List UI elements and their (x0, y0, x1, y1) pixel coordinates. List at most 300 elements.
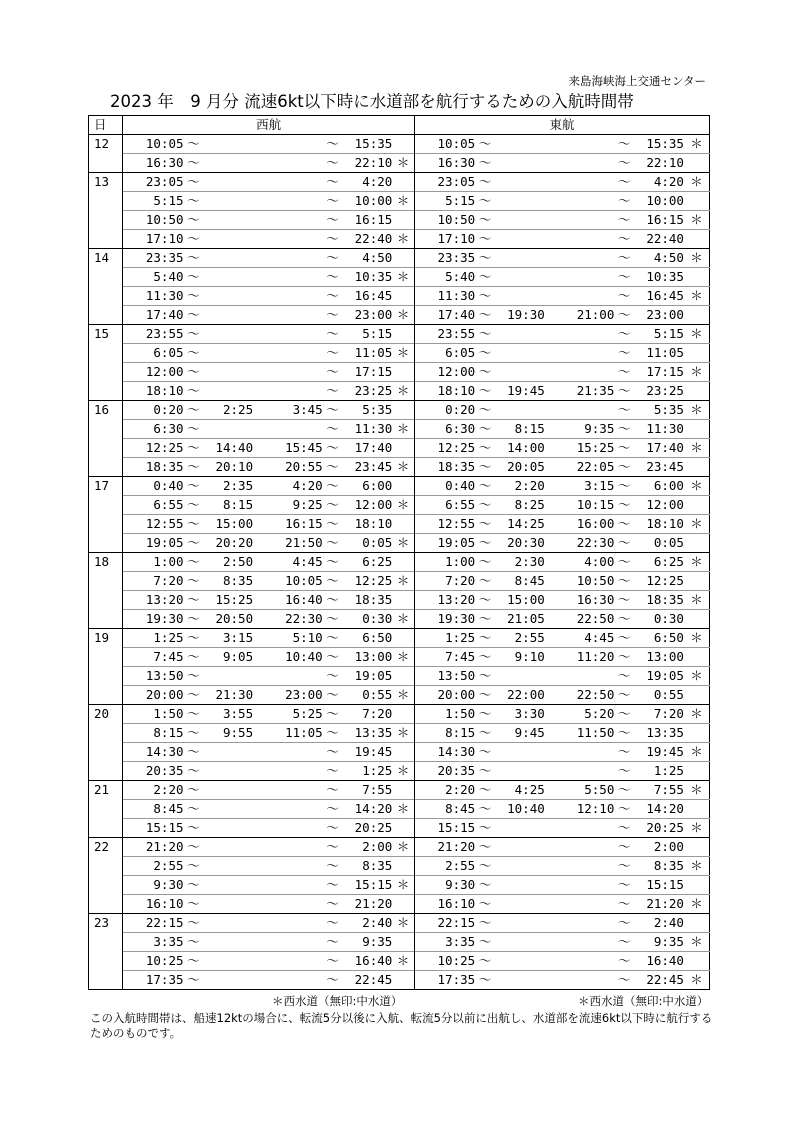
tilde: 〜 (614, 230, 634, 249)
tilde: 〜 (614, 705, 634, 724)
tilde: 〜 (614, 800, 634, 819)
start-time: 2:20 (414, 781, 475, 800)
tilde: 〜 (323, 135, 343, 154)
gap (253, 439, 273, 458)
west-channel-mark: ＊ (684, 325, 710, 344)
west-channel-mark (392, 363, 414, 382)
day-cell (89, 192, 123, 211)
end-time: 10:35 (343, 268, 393, 287)
tilde: 〜 (323, 800, 343, 819)
tilde: 〜 (475, 572, 495, 591)
window-end-time: 15:25 (203, 591, 253, 610)
tilde: 〜 (614, 382, 634, 401)
window-end-time (495, 952, 545, 971)
window-end-time: 20:50 (203, 610, 253, 629)
window-start-time: 9:25 (273, 496, 323, 515)
table-row (89, 192, 710, 211)
tilde: 〜 (475, 686, 495, 705)
start-time: 15:15 (123, 819, 184, 838)
window-end-time (203, 249, 253, 268)
gap (253, 648, 273, 667)
west-channel-mark (392, 553, 414, 572)
start-time: 3:35 (123, 933, 184, 952)
table-row (89, 211, 710, 230)
day-cell (89, 306, 123, 325)
window-start-time: 21:00 (565, 306, 615, 325)
window-start-time: 15:45 (273, 439, 323, 458)
window-start-time (273, 876, 323, 895)
end-time: 2:00 (634, 838, 684, 857)
tilde: 〜 (184, 933, 204, 952)
tilde: 〜 (184, 610, 204, 629)
start-time: 13:20 (123, 591, 184, 610)
end-time: 19:05 (343, 667, 393, 686)
window-end-time: 2:25 (203, 401, 253, 420)
end-time: 21:20 (343, 895, 393, 914)
west-channel-mark: ＊ (392, 610, 414, 629)
gap (545, 629, 565, 648)
west-channel-mark: ＊ (684, 515, 710, 534)
window-end-time (203, 819, 253, 838)
start-time: 12:00 (123, 363, 184, 382)
gap (545, 420, 565, 439)
tilde: 〜 (323, 629, 343, 648)
gap (545, 154, 565, 173)
west-channel-mark: ＊ (684, 895, 710, 914)
tilde: 〜 (475, 895, 495, 914)
table-row (89, 135, 710, 154)
west-channel-mark: ＊ (392, 838, 414, 857)
window-start-time (273, 762, 323, 781)
window-start-time (273, 781, 323, 800)
west-channel-mark (392, 857, 414, 876)
tilde: 〜 (184, 135, 204, 154)
window-end-time (495, 401, 545, 420)
west-channel-mark (684, 876, 710, 895)
start-time: 23:35 (123, 249, 184, 268)
window-end-time (203, 895, 253, 914)
end-time: 14:20 (634, 800, 684, 819)
gap (545, 515, 565, 534)
window-end-time (203, 914, 253, 933)
west-channel-mark (684, 268, 710, 287)
start-time: 0:20 (414, 401, 475, 420)
end-time: 13:00 (343, 648, 393, 667)
window-start-time (273, 135, 323, 154)
gap (253, 154, 273, 173)
day-cell: 18 (89, 553, 123, 572)
gap (253, 515, 273, 534)
tilde: 〜 (184, 344, 204, 363)
gap (545, 895, 565, 914)
table-row (89, 971, 710, 990)
day-cell: 12 (89, 135, 123, 154)
tilde: 〜 (184, 838, 204, 857)
tilde: 〜 (323, 306, 343, 325)
tilde: 〜 (614, 667, 634, 686)
west-channel-mark (392, 477, 414, 496)
end-time: 17:15 (634, 363, 684, 382)
west-channel-mark (684, 344, 710, 363)
day-cell (89, 458, 123, 477)
window-end-time (203, 800, 253, 819)
window-end-time (495, 762, 545, 781)
start-time: 17:35 (123, 971, 184, 990)
day-cell (89, 515, 123, 534)
west-channel-mark (684, 952, 710, 971)
end-time: 15:35 (634, 135, 684, 154)
end-time: 23:25 (343, 382, 393, 401)
gap (253, 591, 273, 610)
west-channel-mark (684, 534, 710, 553)
window-start-time: 4:45 (565, 629, 615, 648)
window-end-time (203, 192, 253, 211)
tilde: 〜 (614, 287, 634, 306)
end-time: 4:20 (343, 173, 393, 192)
tilde: 〜 (614, 477, 634, 496)
tilde: 〜 (184, 743, 204, 762)
table-row (89, 914, 710, 933)
window-end-time (203, 781, 253, 800)
window-end-time (203, 420, 253, 439)
end-time: 7:20 (343, 705, 393, 724)
start-time: 22:15 (414, 914, 475, 933)
end-time: 18:10 (343, 515, 393, 534)
window-start-time: 22:30 (565, 534, 615, 553)
gap (253, 876, 273, 895)
tilde: 〜 (475, 971, 495, 990)
window-end-time: 2:30 (495, 553, 545, 572)
window-start-time: 11:50 (565, 724, 615, 743)
tilde: 〜 (323, 211, 343, 230)
window-start-time (273, 743, 323, 762)
start-time: 7:20 (123, 572, 184, 591)
tilde: 〜 (323, 477, 343, 496)
organization-name: 来島海峡海上交通センター (568, 74, 706, 88)
window-end-time (203, 306, 253, 325)
tilde: 〜 (184, 287, 204, 306)
end-time: 18:35 (343, 591, 393, 610)
end-time: 10:00 (634, 192, 684, 211)
tilde: 〜 (475, 591, 495, 610)
window-end-time (495, 230, 545, 249)
window-end-time: 10:40 (495, 800, 545, 819)
day-cell: 23 (89, 914, 123, 933)
end-time: 11:30 (634, 420, 684, 439)
end-time: 5:15 (343, 325, 393, 344)
table-row (89, 667, 710, 686)
west-channel-mark: ＊ (684, 135, 710, 154)
table-row (89, 876, 710, 895)
gap (253, 401, 273, 420)
tilde: 〜 (614, 401, 634, 420)
day-cell (89, 819, 123, 838)
start-time: 23:35 (414, 249, 475, 268)
tilde: 〜 (475, 420, 495, 439)
tilde: 〜 (323, 952, 343, 971)
day-cell (89, 344, 123, 363)
window-end-time: 3:30 (495, 705, 545, 724)
day-cell (89, 876, 123, 895)
end-time: 17:15 (343, 363, 393, 382)
gap (253, 629, 273, 648)
window-start-time: 4:45 (273, 553, 323, 572)
tilde: 〜 (184, 515, 204, 534)
west-channel-mark: ＊ (684, 857, 710, 876)
end-time: 17:40 (634, 439, 684, 458)
tilde: 〜 (184, 154, 204, 173)
gap (545, 762, 565, 781)
gap (545, 249, 565, 268)
start-time: 8:15 (414, 724, 475, 743)
window-end-time (203, 762, 253, 781)
tilde: 〜 (614, 819, 634, 838)
window-end-time (203, 667, 253, 686)
day-cell (89, 895, 123, 914)
tilde: 〜 (614, 306, 634, 325)
window-end-time (495, 667, 545, 686)
gap (253, 686, 273, 705)
tilde: 〜 (614, 591, 634, 610)
tilde: 〜 (184, 211, 204, 230)
window-end-time: 3:55 (203, 705, 253, 724)
start-time: 10:50 (123, 211, 184, 230)
table-row (89, 762, 710, 781)
day-cell (89, 382, 123, 401)
day-cell (89, 762, 123, 781)
end-time: 23:00 (634, 306, 684, 325)
gap (253, 420, 273, 439)
gap (253, 553, 273, 572)
tilde: 〜 (475, 325, 495, 344)
table-row (89, 648, 710, 667)
end-time: 2:00 (343, 838, 393, 857)
start-time: 10:25 (414, 952, 475, 971)
west-channel-mark (684, 724, 710, 743)
west-channel-mark (392, 135, 414, 154)
start-time: 10:50 (414, 211, 475, 230)
west-channel-mark (392, 515, 414, 534)
table-row (89, 306, 710, 325)
end-time: 13:35 (343, 724, 393, 743)
end-time: 22:40 (343, 230, 393, 249)
end-time: 9:35 (343, 933, 393, 952)
window-start-time: 4:00 (565, 553, 615, 572)
tilde: 〜 (475, 876, 495, 895)
window-end-time (495, 211, 545, 230)
end-time: 12:25 (343, 572, 393, 591)
west-channel-mark (392, 325, 414, 344)
tilde: 〜 (614, 515, 634, 534)
window-start-time: 22:05 (565, 458, 615, 477)
start-time: 9:30 (414, 876, 475, 895)
window-end-time (495, 838, 545, 857)
end-time: 10:35 (634, 268, 684, 287)
west-channel-mark (684, 458, 710, 477)
gap (253, 724, 273, 743)
gap (253, 781, 273, 800)
window-start-time: 5:50 (565, 781, 615, 800)
tilde: 〜 (323, 515, 343, 534)
gap (545, 819, 565, 838)
gap (545, 211, 565, 230)
gap (253, 496, 273, 515)
window-end-time: 8:15 (203, 496, 253, 515)
tilde: 〜 (323, 572, 343, 591)
window-start-time (273, 363, 323, 382)
tilde: 〜 (184, 249, 204, 268)
window-start-time: 15:25 (565, 439, 615, 458)
window-end-time: 22:00 (495, 686, 545, 705)
tilde: 〜 (614, 496, 634, 515)
tilde: 〜 (614, 572, 634, 591)
window-start-time (273, 268, 323, 287)
tilde: 〜 (475, 819, 495, 838)
start-time: 5:40 (414, 268, 475, 287)
tilde: 〜 (475, 154, 495, 173)
tilde: 〜 (614, 420, 634, 439)
west-channel-mark (392, 629, 414, 648)
start-time: 1:25 (414, 629, 475, 648)
start-time: 7:20 (414, 572, 475, 591)
window-end-time (203, 743, 253, 762)
window-start-time: 16:40 (273, 591, 323, 610)
gap (253, 287, 273, 306)
west-channel-mark (684, 800, 710, 819)
tilde: 〜 (475, 230, 495, 249)
end-time: 2:40 (634, 914, 684, 933)
window-start-time (565, 401, 615, 420)
table-row (89, 781, 710, 800)
gap (545, 287, 565, 306)
west-channel-mark (392, 249, 414, 268)
start-time: 2:55 (414, 857, 475, 876)
west-channel-mark: ＊ (392, 534, 414, 553)
tilde: 〜 (475, 287, 495, 306)
west-channel-mark (392, 933, 414, 952)
end-time: 6:25 (634, 553, 684, 572)
tilde: 〜 (475, 458, 495, 477)
gap (253, 895, 273, 914)
schedule-table (88, 115, 710, 990)
start-time: 15:15 (414, 819, 475, 838)
end-time: 20:25 (634, 819, 684, 838)
gap (253, 306, 273, 325)
window-start-time (565, 819, 615, 838)
window-end-time: 19:30 (495, 306, 545, 325)
tilde: 〜 (323, 458, 343, 477)
window-start-time (273, 382, 323, 401)
end-time: 0:30 (343, 610, 393, 629)
tilde: 〜 (184, 363, 204, 382)
tilde: 〜 (475, 249, 495, 268)
tilde: 〜 (323, 857, 343, 876)
end-time: 19:45 (343, 743, 393, 762)
end-time: 16:40 (634, 952, 684, 971)
gap (253, 249, 273, 268)
start-time: 6:05 (123, 344, 184, 363)
window-end-time (203, 135, 253, 154)
tilde: 〜 (323, 895, 343, 914)
west-channel-mark: ＊ (684, 173, 710, 192)
tilde: 〜 (475, 800, 495, 819)
end-time: 16:45 (343, 287, 393, 306)
tilde: 〜 (184, 952, 204, 971)
window-start-time: 22:30 (273, 610, 323, 629)
day-cell (89, 287, 123, 306)
window-end-time (495, 933, 545, 952)
west-channel-mark: ＊ (684, 743, 710, 762)
end-time: 11:05 (343, 344, 393, 363)
start-time: 5:40 (123, 268, 184, 287)
window-start-time: 11:20 (565, 648, 615, 667)
window-start-time (565, 287, 615, 306)
tilde: 〜 (323, 401, 343, 420)
start-time: 6:55 (414, 496, 475, 515)
tilde: 〜 (184, 382, 204, 401)
start-time: 1:50 (414, 705, 475, 724)
tilde: 〜 (614, 971, 634, 990)
table-row (89, 553, 710, 572)
footer-note: この入航時間帯は、船速12ktの場合に、転流5分以後に入航、転流5分以前に出航し、水道部を流速6kt以下時に航行するためのものです。 (90, 1011, 713, 1040)
end-time: 0:05 (634, 534, 684, 553)
end-time: 23:00 (343, 306, 393, 325)
day-cell: 17 (89, 477, 123, 496)
start-time: 0:20 (123, 401, 184, 420)
tilde: 〜 (475, 914, 495, 933)
table-row (89, 857, 710, 876)
end-time: 23:45 (634, 458, 684, 477)
day-cell (89, 496, 123, 515)
gap (253, 211, 273, 230)
end-time: 10:00 (343, 192, 393, 211)
end-time: 6:50 (634, 629, 684, 648)
window-end-time: 8:25 (495, 496, 545, 515)
gap (545, 838, 565, 857)
tilde: 〜 (323, 819, 343, 838)
tilde: 〜 (184, 458, 204, 477)
table-row (89, 249, 710, 268)
tilde: 〜 (614, 458, 634, 477)
tilde: 〜 (614, 173, 634, 192)
tilde: 〜 (323, 553, 343, 572)
window-end-time (203, 838, 253, 857)
tilde: 〜 (614, 686, 634, 705)
window-end-time (495, 895, 545, 914)
west-channel-mark: ＊ (684, 439, 710, 458)
tilde: 〜 (475, 610, 495, 629)
table-row (89, 287, 710, 306)
window-start-time (565, 211, 615, 230)
window-start-time: 11:05 (273, 724, 323, 743)
tilde: 〜 (184, 857, 204, 876)
page-title: 2023 年 9 月分 流速6kt以下時に水道部を航行するための入航時間帯 (110, 92, 634, 111)
window-start-time: 21:50 (273, 534, 323, 553)
west-channel-mark: ＊ (392, 762, 414, 781)
window-end-time: 9:05 (203, 648, 253, 667)
window-start-time (273, 211, 323, 230)
window-start-time: 23:00 (273, 686, 323, 705)
gap (253, 705, 273, 724)
day-cell: 19 (89, 629, 123, 648)
window-end-time (203, 857, 253, 876)
table-row (89, 439, 710, 458)
window-start-time (565, 743, 615, 762)
window-start-time (273, 819, 323, 838)
tilde: 〜 (184, 762, 204, 781)
tilde: 〜 (184, 914, 204, 933)
west-channel-mark: ＊ (392, 724, 414, 743)
